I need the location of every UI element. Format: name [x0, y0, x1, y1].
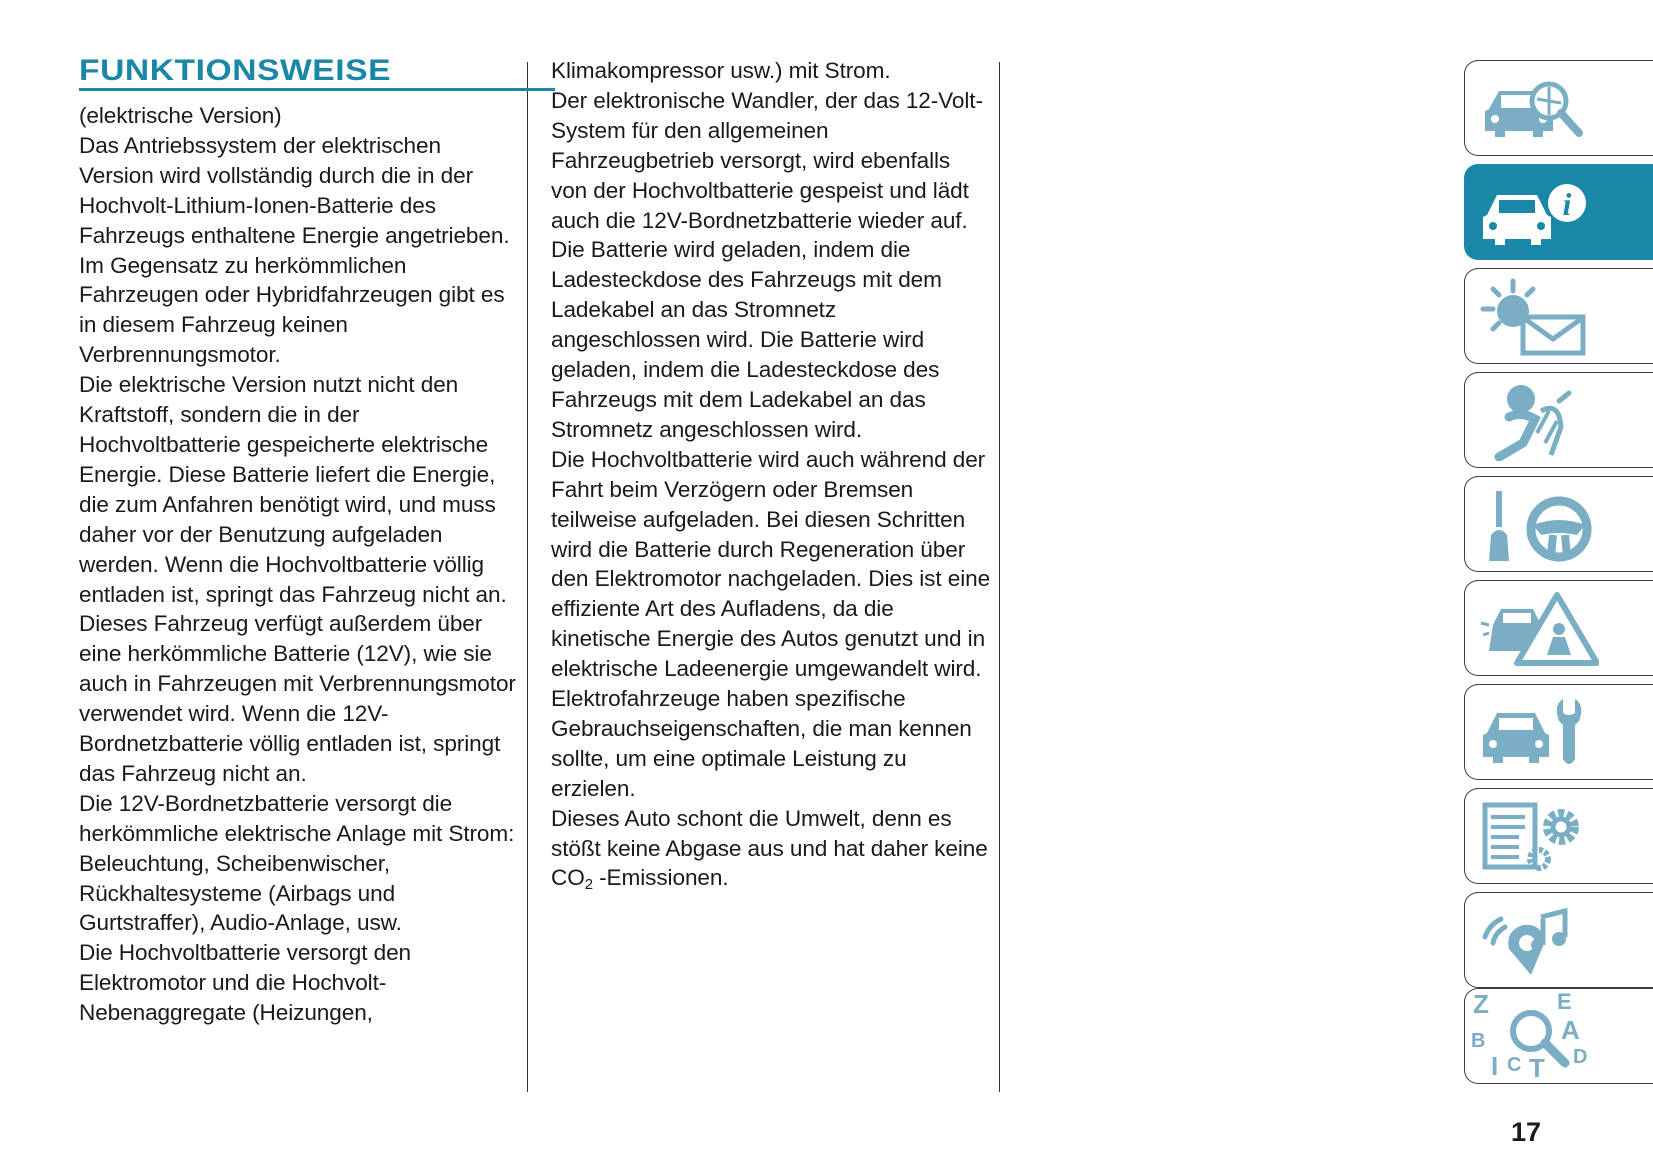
- chapter-tab-multimedia[interactable]: [1464, 892, 1653, 988]
- column-divider: [527, 62, 528, 1092]
- gear-lever-steering-wheel-icon: [1479, 485, 1599, 565]
- section-heading: FUNKTIONSWEISE: [79, 54, 555, 91]
- alphabetical-index-icon: [1469, 991, 1599, 1079]
- chapter-tab-instruments[interactable]: [1464, 268, 1653, 364]
- paragraph: Die Hochvoltbatterie wird auch während der Fahrt beim Verzögern oder Bremsen teilweise aufgeladen. Bei diesen Schritten wird die Batterie durch Regeneration über den Elektromotor nachgeladen. Dies ist eine effiziente Art des Aufladens, da die kinetische Energie des Autos genutzt und in elektrische Ladeenergie umgewandelt wird.: [551, 446, 991, 682]
- paragraph: Dieses Fahrzeug verfügt außerdem über eine herkömmliche Batterie (12V), wie sie auch in Fahrzeugen mit Verbrennungsmotor verwendet wird. Wenn die 12V-Bordnetzbatterie völlig entladen ist, springt das Fahrzeug nicht an.: [79, 611, 516, 786]
- warning-light-message-icon: [1479, 277, 1599, 357]
- svg-text:B: B: [1471, 1030, 1486, 1052]
- svg-text:C: C: [1507, 1054, 1522, 1076]
- car-search-icon: [1479, 69, 1589, 149]
- paragraph: Die 12V-Bordnetzbatterie versorgt die herkömmliche elektrische Anlage mit Strom: Beleuchtung, Scheibenwischer, Rückhaltesysteme (Airbags und Gurtstraffer), Audio-Anlage, usw.: [79, 790, 515, 936]
- chapter-tab-vehicle-overview[interactable]: [1464, 60, 1653, 156]
- svg-text:D: D: [1573, 1046, 1588, 1068]
- page-number: 17: [1511, 1117, 1542, 1147]
- chapter-tab-emergency[interactable]: [1464, 580, 1653, 676]
- svg-text:i: i: [1562, 186, 1572, 222]
- svg-text:E: E: [1557, 991, 1572, 1014]
- left-column: [79, 54, 519, 1028]
- car-wrench-icon: [1479, 693, 1599, 773]
- chapter-tab-technical-data[interactable]: [1464, 788, 1653, 884]
- paragraph: Die elektrische Version nutzt nicht den Kraftstoff, sondern die in der Hochvoltbatterie gespeicherte elektrische Energie. Diese Batterie liefert die Energie, die zum Anfahren benötigt wird, und muss daher vor der Benutzung aufgeladen werden. Wenn die Hochvoltbatterie völlig entladen ist, springt das Fahrzeug nicht an.: [79, 372, 507, 607]
- chapter-tab-index[interactable]: [1464, 988, 1653, 1084]
- paragraph: Die Batterie wird geladen, indem die Ladesteckdose des Fahrzeugs mit dem Ladekabel an das Stromnetz angeschlossen wird. Die Batterie wird geladen, indem die Ladesteckdose des Fahrzeugs mit dem Ladekabel an das Stromnetz angeschlossen wird.: [551, 237, 942, 442]
- seat-airbag-icon: [1479, 381, 1599, 461]
- paragraph: Klimakompressor usw.) mit Strom.: [551, 58, 891, 83]
- specifications-gear-icon: [1479, 797, 1599, 877]
- column-divider: [999, 62, 1000, 1092]
- paragraph-co2: Dieses Auto schont die Umwelt, denn es stößt keine Abgase aus und hat daher keine $CO_2$ -Emissionen.: [551, 805, 988, 894]
- chapter-tab-maintenance[interactable]: [1464, 684, 1653, 780]
- svg-text:T: T: [1529, 1053, 1545, 1079]
- chapter-tab-getting-to-know[interactable]: [1464, 164, 1653, 260]
- chapter-tab-starting-driving[interactable]: [1464, 476, 1653, 572]
- middle-column: [551, 56, 991, 900]
- paragraph: Elektrofahrzeuge haben spezifische Gebrauchseigenschaften, die man kennen sollte, um eine optimale Leistung zu erzielen.: [551, 686, 972, 801]
- svg-text:Z: Z: [1473, 991, 1489, 1019]
- multimedia-icon: [1479, 901, 1599, 981]
- paragraph: Das Antriebssystem der elektrischen Version wird vollständig durch die in der Hochvolt-Lithium-Ionen-Batterie des Fahrzeugs enthaltene Energie angetrieben. Im Gegensatz zu herkömmlichen Fahrzeugen oder Hybridfahrzeugen gibt es in diesem Fahrzeug keinen Verbrennungsmotor.: [79, 132, 510, 368]
- paragraph: Der elektronische Wandler, der das 12-Volt-System für den allgemeinen Fahrzeugbetrieb versorgt, wird ebenfalls von der Hochvoltbatterie gespeist und lädt auch die 12V-Bordnetzbatterie wieder auf.: [551, 87, 983, 233]
- chapter-tab-safety[interactable]: [1464, 372, 1653, 468]
- svg-text:I: I: [1491, 1051, 1499, 1079]
- car-warning-triangle-icon: [1479, 589, 1599, 669]
- paragraph: Die Hochvoltbatterie versorgt den Elektromotor und die Hochvolt-Nebenaggregate (Heizungen,: [79, 940, 412, 1026]
- paragraph: (elektrische Version): [79, 103, 282, 128]
- car-info-icon: [1479, 173, 1599, 253]
- svg-text:A: A: [1561, 1015, 1580, 1045]
